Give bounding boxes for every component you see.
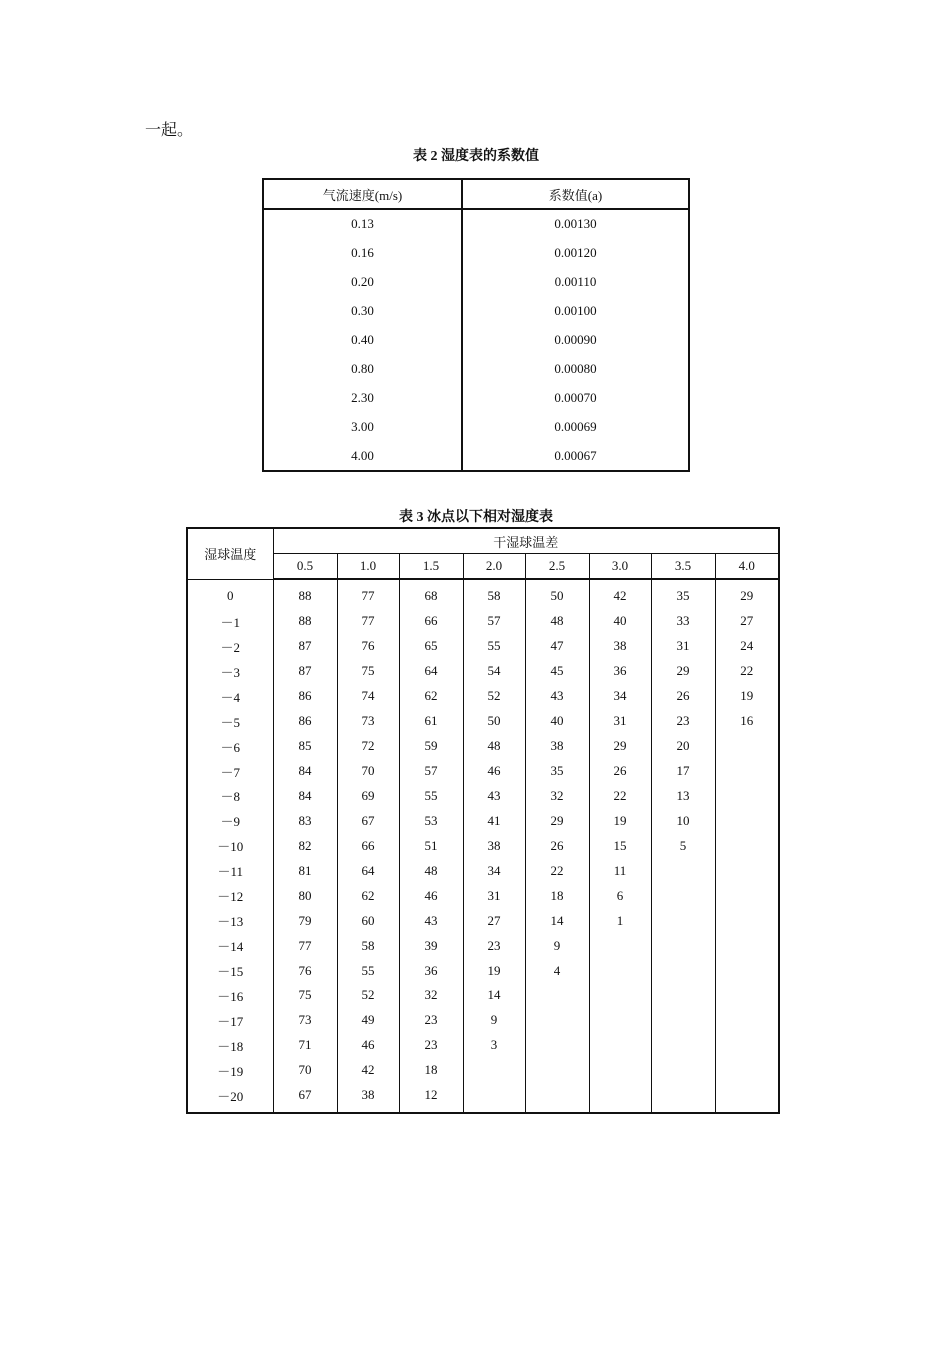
column-header-diff: 1.0	[337, 554, 399, 580]
humidity-cell: 55	[399, 784, 463, 809]
wet-bulb-cell: －19	[187, 1058, 273, 1083]
humidity-cell: 45	[525, 659, 589, 684]
humidity-cell: 13	[651, 784, 715, 809]
humidity-cell: 47	[525, 634, 589, 659]
humidity-cell: 62	[337, 883, 399, 908]
humidity-cell: 42	[589, 579, 651, 609]
humidity-cell	[589, 1083, 651, 1113]
column-header-coefficient: 系数值(a)	[462, 179, 689, 209]
humidity-cell: 9	[463, 1008, 525, 1033]
humidity-cell: 34	[589, 684, 651, 709]
humidity-cell: 31	[651, 634, 715, 659]
wet-bulb-cell: －17	[187, 1008, 273, 1033]
humidity-cell: 11	[589, 858, 651, 883]
humidity-cell: 41	[463, 808, 525, 833]
humidity-cell: 18	[525, 883, 589, 908]
humidity-cell: 29	[651, 659, 715, 684]
humidity-cell: 82	[273, 833, 337, 858]
table-row	[187, 784, 779, 809]
humidity-cell	[651, 958, 715, 983]
humidity-cell: 38	[589, 634, 651, 659]
humidity-cell: 19	[589, 808, 651, 833]
humidity-cell: 69	[337, 784, 399, 809]
humidity-cell	[715, 1008, 779, 1033]
humidity-cell	[463, 1083, 525, 1113]
humidity-cell: 36	[589, 659, 651, 684]
humidity-cell	[715, 1033, 779, 1058]
wet-bulb-cell: 0	[187, 579, 273, 609]
wet-bulb-cell: －6	[187, 734, 273, 759]
humidity-cell	[589, 1008, 651, 1033]
table-row	[187, 883, 779, 908]
humidity-cell: 55	[463, 634, 525, 659]
humidity-cell	[715, 983, 779, 1008]
humidity-cell: 19	[463, 958, 525, 983]
humidity-cell: 86	[273, 709, 337, 734]
table-row	[187, 734, 779, 759]
humidity-cell: 19	[715, 684, 779, 709]
humidity-cell: 27	[715, 609, 779, 634]
humidity-cell: 23	[463, 933, 525, 958]
humidity-cell	[715, 908, 779, 933]
humidity-cell	[651, 983, 715, 1008]
column-header-diff: 1.5	[399, 554, 463, 580]
humidity-cell: 3	[463, 1033, 525, 1058]
humidity-cell: 86	[273, 684, 337, 709]
humidity-cell	[589, 983, 651, 1008]
humidity-cell: 68	[399, 579, 463, 609]
humidity-cell: 88	[273, 579, 337, 609]
humidity-cell: 9	[525, 933, 589, 958]
humidity-cell: 43	[525, 684, 589, 709]
humidity-cell: 46	[463, 759, 525, 784]
coefficient-cell: 0.00110	[554, 274, 597, 290]
humidity-cell: 81	[273, 858, 337, 883]
humidity-cell	[525, 1008, 589, 1033]
humidity-cell: 26	[589, 759, 651, 784]
humidity-cell: 36	[399, 958, 463, 983]
humidity-cell: 55	[337, 958, 399, 983]
humidity-cell: 39	[399, 933, 463, 958]
humidity-cell: 40	[525, 709, 589, 734]
humidity-cell: 73	[273, 1008, 337, 1033]
humidity-cell: 50	[525, 579, 589, 609]
humidity-cell: 77	[273, 933, 337, 958]
humidity-cell: 4	[525, 958, 589, 983]
humidity-cell: 64	[337, 858, 399, 883]
column-header-diff: 4.0	[715, 554, 779, 580]
humidity-cell: 38	[463, 833, 525, 858]
table-row	[187, 858, 779, 883]
humidity-cell: 83	[273, 808, 337, 833]
table-row	[187, 1008, 779, 1033]
humidity-cell: 72	[337, 734, 399, 759]
table-row	[263, 441, 689, 471]
humidity-cell: 31	[589, 709, 651, 734]
wet-bulb-cell: －16	[187, 983, 273, 1008]
humidity-cell	[651, 1083, 715, 1113]
table-row	[187, 958, 779, 983]
table-row	[187, 1033, 779, 1058]
humidity-cell: 67	[337, 808, 399, 833]
row-header-wet-bulb: 湿球温度	[187, 528, 273, 579]
humidity-cell: 75	[273, 983, 337, 1008]
humidity-cell: 24	[715, 634, 779, 659]
humidity-cell: 12	[399, 1083, 463, 1113]
humidity-cell: 14	[525, 908, 589, 933]
coefficient-cell: 0.00100	[554, 303, 597, 319]
humidity-cell: 74	[337, 684, 399, 709]
column-header-diff: 3.0	[589, 554, 651, 580]
humidity-cell	[715, 1058, 779, 1083]
humidity-cell: 51	[399, 833, 463, 858]
humidity-cell: 50	[463, 709, 525, 734]
humidity-cell: 23	[399, 1033, 463, 1058]
table-row	[263, 297, 689, 326]
table-row	[187, 609, 779, 634]
humidity-cell: 64	[399, 659, 463, 684]
humidity-cell: 58	[337, 933, 399, 958]
table-row	[263, 354, 689, 383]
humidity-cell: 32	[525, 784, 589, 809]
wet-bulb-cell: －11	[187, 858, 273, 883]
humidity-cell: 43	[399, 908, 463, 933]
humidity-cell: 53	[399, 808, 463, 833]
coefficient-cell: 0.00080	[554, 360, 597, 376]
humidity-cell: 77	[337, 579, 399, 609]
humidity-cell: 14	[463, 983, 525, 1008]
humidity-cell: 49	[337, 1008, 399, 1033]
table-row	[187, 634, 779, 659]
humidity-cell: 46	[337, 1033, 399, 1058]
humidity-cell: 15	[589, 833, 651, 858]
humidity-cell	[589, 933, 651, 958]
humidity-cell	[715, 933, 779, 958]
humidity-cell: 22	[589, 784, 651, 809]
humidity-cell: 43	[463, 784, 525, 809]
humidity-cell: 73	[337, 709, 399, 734]
humidity-cell: 29	[715, 579, 779, 609]
group-header-temp-diff: 干湿球温差	[273, 528, 779, 554]
humidity-cell	[715, 734, 779, 759]
humidity-cell: 29	[525, 808, 589, 833]
airflow-cell: 3.00	[263, 412, 462, 441]
airflow-cell: 0.30	[263, 297, 462, 326]
coefficient-cell: 0.00067	[554, 447, 597, 463]
humidity-cell: 84	[273, 784, 337, 809]
airflow-cell: 0.80	[263, 354, 462, 383]
humidity-cell	[651, 908, 715, 933]
humidity-cell: 87	[273, 634, 337, 659]
humidity-cell: 26	[651, 684, 715, 709]
wet-bulb-cell: －12	[187, 883, 273, 908]
humidity-cell: 61	[399, 709, 463, 734]
humidity-cell: 35	[525, 759, 589, 784]
humidity-cell: 87	[273, 659, 337, 684]
table-row	[187, 659, 779, 684]
humidity-cell: 23	[399, 1008, 463, 1033]
humidity-cell	[651, 883, 715, 908]
humidity-cell	[589, 1058, 651, 1083]
humidity-cell: 35	[651, 579, 715, 609]
humidity-cell	[525, 1033, 589, 1058]
humidity-cell	[525, 1058, 589, 1083]
humidity-cell: 84	[273, 759, 337, 784]
humidity-cell: 59	[399, 734, 463, 759]
humidity-cell: 70	[337, 759, 399, 784]
table-row	[187, 579, 779, 609]
wet-bulb-cell: －1	[187, 609, 273, 634]
humidity-cell: 48	[399, 858, 463, 883]
humidity-cell: 32	[399, 983, 463, 1008]
humidity-cell: 52	[463, 684, 525, 709]
humidity-cell: 1	[589, 908, 651, 933]
humidity-cell: 57	[399, 759, 463, 784]
table-row	[187, 1058, 779, 1083]
humidity-cell: 60	[337, 908, 399, 933]
humidity-cell: 23	[651, 709, 715, 734]
table-row	[187, 833, 779, 858]
humidity-cell	[715, 808, 779, 833]
table-row	[263, 209, 689, 239]
column-header-diff: 3.5	[651, 554, 715, 580]
wet-bulb-cell: －4	[187, 684, 273, 709]
humidity-cell	[715, 833, 779, 858]
humidity-cell: 22	[715, 659, 779, 684]
humidity-cell	[715, 883, 779, 908]
humidity-cell: 85	[273, 734, 337, 759]
humidity-cell	[651, 1008, 715, 1033]
coefficient-table	[262, 178, 690, 472]
humidity-cell: 48	[525, 609, 589, 634]
humidity-cell	[715, 1083, 779, 1113]
humidity-cell	[589, 1033, 651, 1058]
column-header-diff: 2.5	[525, 554, 589, 580]
humidity-cell: 66	[399, 609, 463, 634]
table-row	[187, 759, 779, 784]
airflow-cell: 0.40	[263, 326, 462, 355]
wet-bulb-cell: －20	[187, 1083, 273, 1113]
humidity-cell: 71	[273, 1033, 337, 1058]
humidity-cell	[525, 983, 589, 1008]
coefficient-cell: 0.00070	[554, 389, 597, 405]
wet-bulb-cell: －10	[187, 833, 273, 858]
table-row	[187, 983, 779, 1008]
table-row	[187, 908, 779, 933]
humidity-cell: 16	[715, 709, 779, 734]
humidity-cell: 29	[589, 734, 651, 759]
humidity-cell	[463, 1058, 525, 1083]
humidity-cell: 26	[525, 833, 589, 858]
humidity-cell: 62	[399, 684, 463, 709]
wet-bulb-cell: －18	[187, 1033, 273, 1058]
humidity-cell: 38	[337, 1083, 399, 1113]
table3-caption: 表 3 冰点以下相对湿度表	[399, 510, 553, 525]
coefficient-cell: 0.00130	[554, 216, 597, 232]
humidity-cell: 48	[463, 734, 525, 759]
coefficient-cell: 0.00120	[554, 245, 597, 261]
table2-caption: 表 2 湿度表的系数值	[413, 149, 539, 164]
humidity-cell: 27	[463, 908, 525, 933]
table-row	[263, 268, 689, 297]
table-row	[263, 239, 689, 268]
table-row	[263, 326, 689, 355]
humidity-cell: 33	[651, 609, 715, 634]
lead-text: 一起。	[145, 122, 194, 139]
humidity-cell: 46	[399, 883, 463, 908]
humidity-cell: 22	[525, 858, 589, 883]
wet-bulb-cell: －7	[187, 759, 273, 784]
humidity-cell	[715, 759, 779, 784]
humidity-cell: 67	[273, 1083, 337, 1113]
airflow-cell: 0.16	[263, 239, 462, 268]
humidity-cell: 31	[463, 883, 525, 908]
coefficient-cell: 0.00069	[554, 418, 597, 434]
humidity-cell: 10	[651, 808, 715, 833]
airflow-cell: 2.30	[263, 383, 462, 412]
column-header-diff: 2.0	[463, 554, 525, 580]
airflow-cell: 0.13	[263, 209, 462, 239]
wet-bulb-cell: －9	[187, 808, 273, 833]
humidity-cell	[651, 858, 715, 883]
humidity-table	[186, 527, 780, 1114]
humidity-cell: 52	[337, 983, 399, 1008]
airflow-cell: 0.20	[263, 268, 462, 297]
humidity-cell	[715, 858, 779, 883]
humidity-cell	[715, 958, 779, 983]
humidity-cell: 40	[589, 609, 651, 634]
humidity-cell: 80	[273, 883, 337, 908]
wet-bulb-cell: －3	[187, 659, 273, 684]
humidity-cell: 42	[337, 1058, 399, 1083]
humidity-cell: 17	[651, 759, 715, 784]
wet-bulb-cell: －5	[187, 709, 273, 734]
humidity-cell	[589, 958, 651, 983]
table-row	[187, 684, 779, 709]
humidity-cell	[525, 1083, 589, 1113]
humidity-cell: 38	[525, 734, 589, 759]
humidity-cell: 65	[399, 634, 463, 659]
humidity-cell: 75	[337, 659, 399, 684]
humidity-cell: 5	[651, 833, 715, 858]
humidity-cell	[651, 1033, 715, 1058]
table-row	[187, 808, 779, 833]
humidity-cell: 70	[273, 1058, 337, 1083]
humidity-cell: 58	[463, 579, 525, 609]
humidity-cell: 88	[273, 609, 337, 634]
wet-bulb-cell: －15	[187, 958, 273, 983]
humidity-cell: 66	[337, 833, 399, 858]
table-row	[187, 933, 779, 958]
table-row	[187, 1083, 779, 1113]
humidity-cell: 57	[463, 609, 525, 634]
table-row	[187, 709, 779, 734]
humidity-cell	[715, 784, 779, 809]
airflow-cell: 4.00	[263, 441, 462, 471]
humidity-cell: 20	[651, 734, 715, 759]
humidity-cell: 76	[273, 958, 337, 983]
column-header-diff: 0.5	[273, 554, 337, 580]
column-header-airflow: 气流速度(m/s)	[263, 179, 462, 209]
humidity-cell	[651, 933, 715, 958]
humidity-cell: 76	[337, 634, 399, 659]
coefficient-cell: 0.00090	[554, 332, 597, 347]
wet-bulb-cell: －2	[187, 634, 273, 659]
humidity-cell: 79	[273, 908, 337, 933]
humidity-cell: 18	[399, 1058, 463, 1083]
humidity-cell: 34	[463, 858, 525, 883]
wet-bulb-cell: －13	[187, 908, 273, 933]
humidity-cell: 54	[463, 659, 525, 684]
humidity-cell: 77	[337, 609, 399, 634]
humidity-cell	[651, 1058, 715, 1083]
wet-bulb-cell: －8	[187, 784, 273, 809]
table-row	[263, 383, 689, 412]
humidity-cell: 6	[589, 883, 651, 908]
wet-bulb-cell: －14	[187, 933, 273, 958]
table-row	[263, 412, 689, 441]
